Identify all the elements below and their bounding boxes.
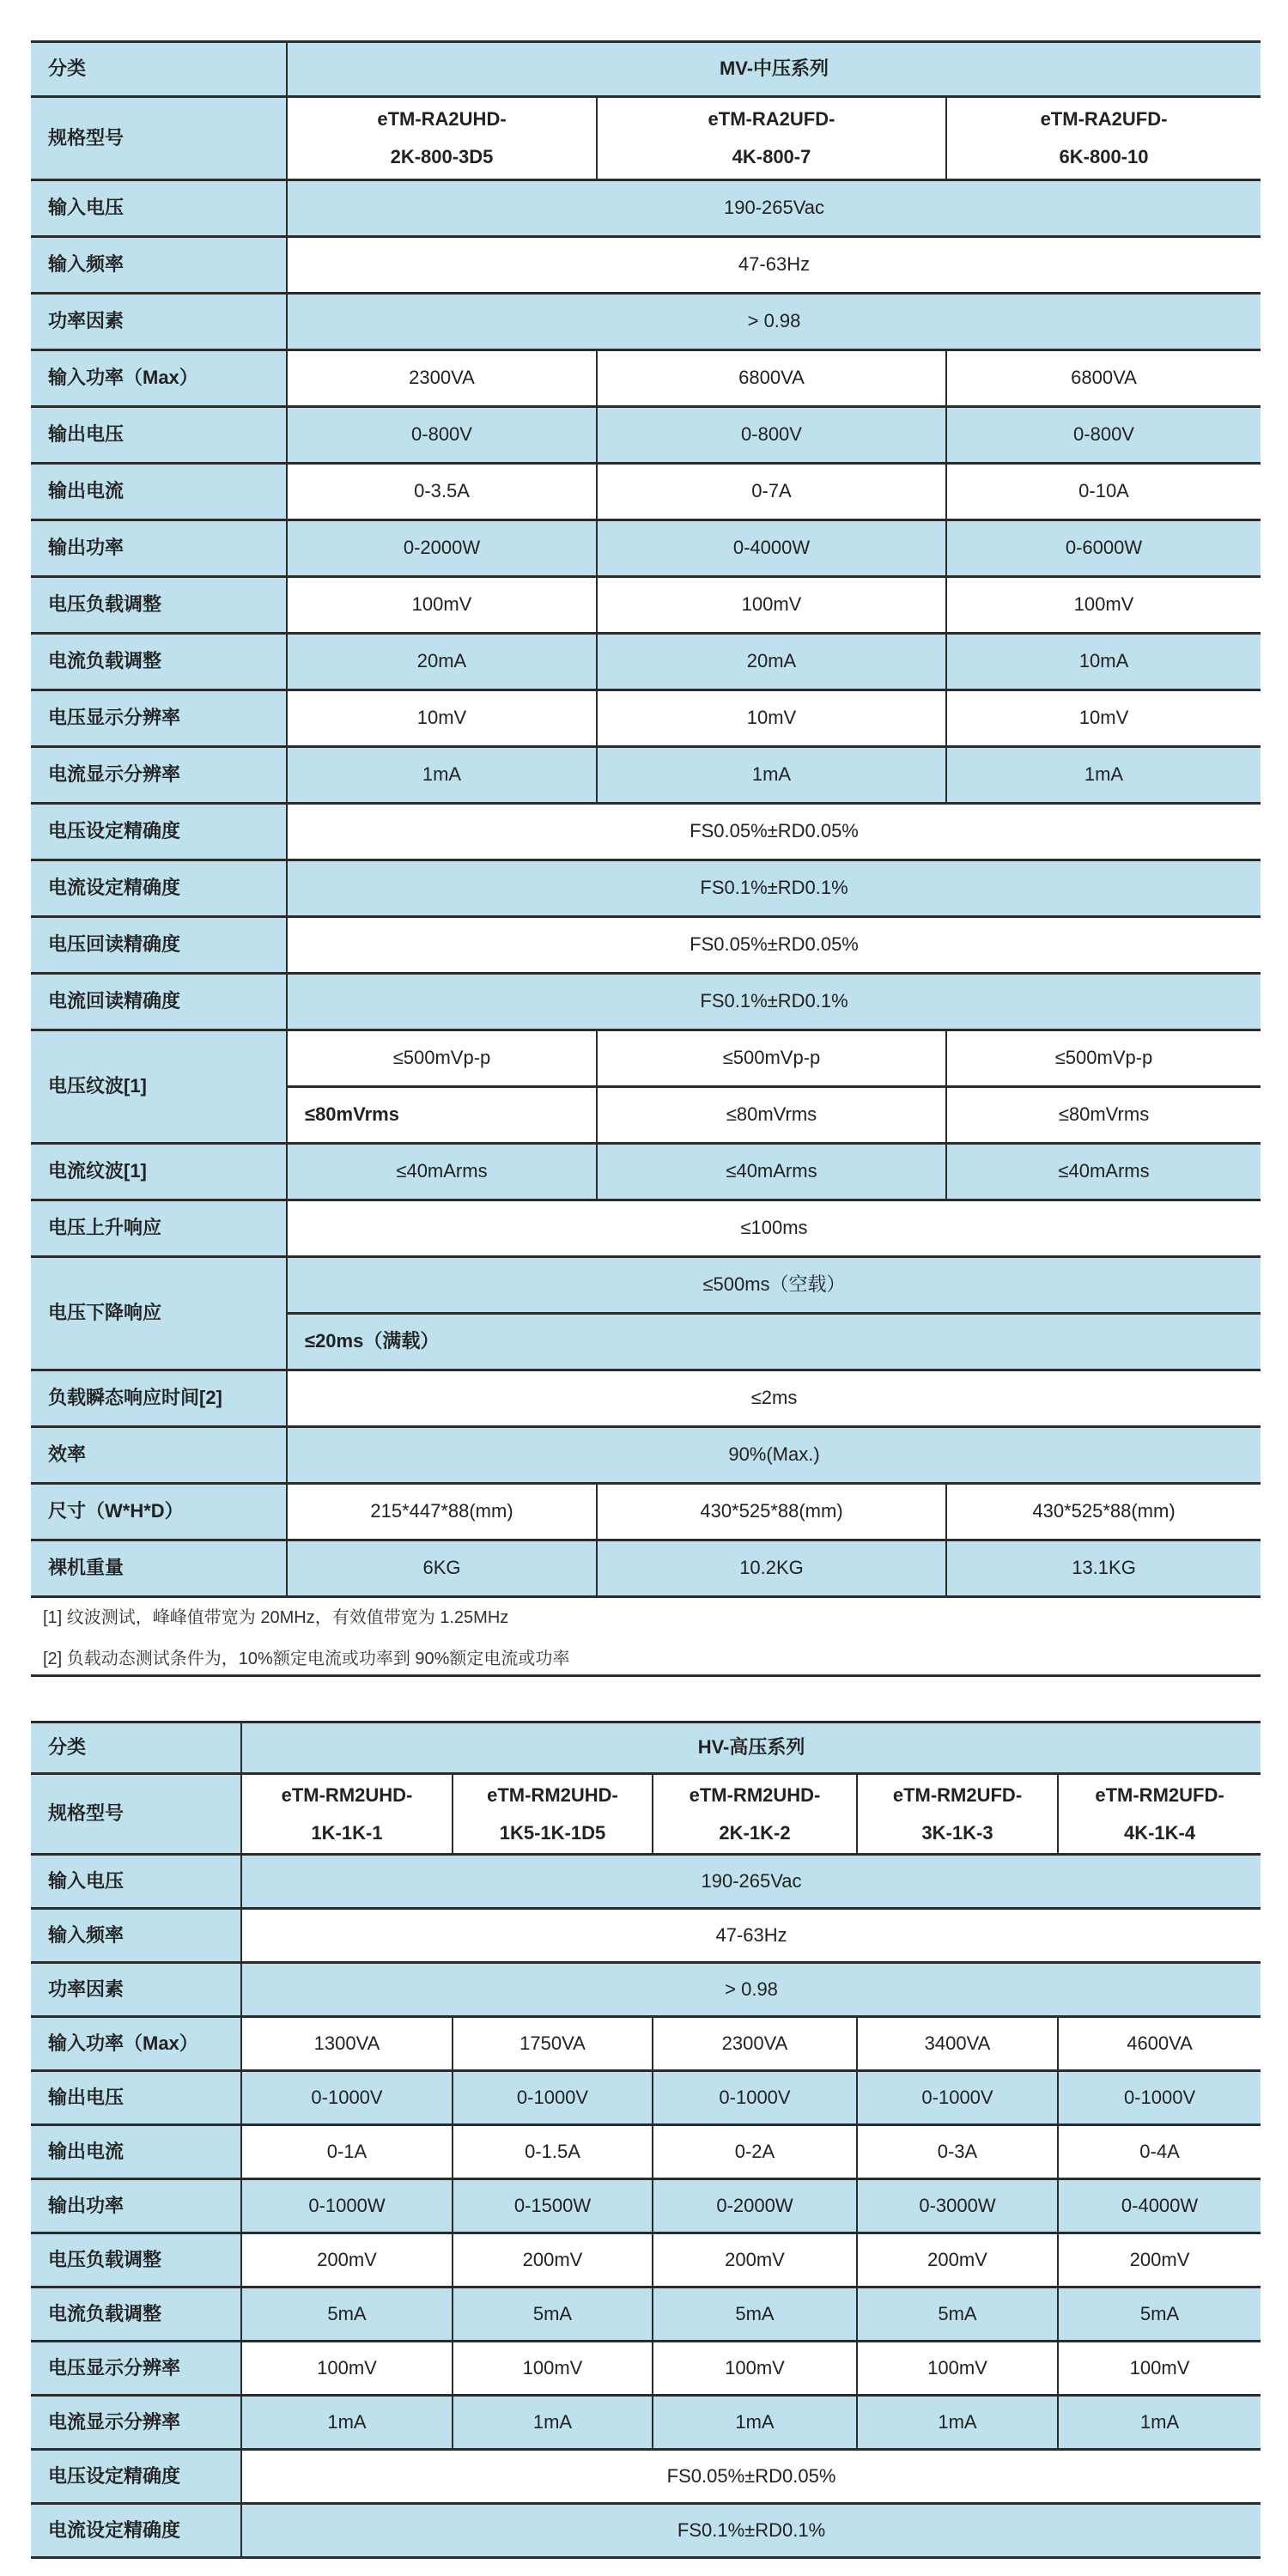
cell: 5mA (857, 2287, 1058, 2342)
cell: 10mV (946, 690, 1261, 747)
mv-footnotes (43, 1597, 1245, 1680)
mv-row-input-voltage (31, 180, 1261, 237)
cell: 1mA (453, 2396, 653, 2450)
row-label: 电压上升响应 (31, 1200, 287, 1257)
hv-model-2: eTM-RM2UHD- 1K5-1K-1D5 (453, 1774, 653, 1855)
cell: 10mV (597, 690, 946, 747)
footnote-1: [1] 纹波测试，峰峰值带宽为 20MHz，有效值带宽为 1.25MHz (43, 1608, 509, 1627)
row-label: 输出电压 (31, 407, 287, 464)
cell: 430*525*88(mm) (597, 1484, 946, 1540)
mv-row-pf (31, 294, 1261, 350)
cell: ≤40mArms (597, 1144, 946, 1200)
hv-spec-table (31, 1721, 1261, 2559)
hv-row-v-load-reg (31, 2233, 1261, 2287)
cell: 5mA (1058, 2287, 1261, 2342)
cell: 100mV (946, 577, 1261, 634)
row-label: 电流负载调整 (31, 634, 287, 690)
cell: 100mV (653, 2342, 857, 2396)
cell: 6800VA (946, 350, 1261, 407)
row-label: 输出功率 (31, 2179, 241, 2233)
cell: 5mA (241, 2287, 453, 2342)
mv-row-i-read-acc (31, 974, 1261, 1030)
row-label: 电压回读精确度 (31, 917, 287, 974)
cell: 0-3A (857, 2125, 1058, 2179)
hv-row-i-disp-res (31, 2396, 1261, 2450)
cell: 0-1500W (453, 2179, 653, 2233)
row-value: FS0.05%±RD0.05% (287, 804, 1261, 860)
cell: 0-1000V (453, 2071, 653, 2125)
row-label: 电流显示分辨率 (31, 2396, 241, 2450)
mv-model-3: eTM-RA2UFD- 6K-800-10 (946, 97, 1261, 180)
row-label: 电流设定精确度 (31, 2504, 241, 2558)
cell: 2300VA (287, 350, 597, 407)
hv-row-out-voltage (31, 2071, 1261, 2125)
mv-row-v-read-acc (31, 917, 1261, 974)
hv-category-row (31, 1722, 1261, 1774)
mv-row-transient (31, 1370, 1261, 1427)
cell: 430*525*88(mm) (946, 1484, 1261, 1540)
mv-row-v-disp-res (31, 690, 1261, 747)
cell: 6KG (287, 1540, 597, 1597)
mv-row-v-fall-noload (31, 1257, 1261, 1314)
hv-row-v-set-acc (31, 2450, 1261, 2504)
cell: 20mA (597, 634, 946, 690)
cell: 0-2000W (287, 520, 597, 577)
hv-row-i-set-acc (31, 2504, 1261, 2558)
cell: 0-1A (241, 2125, 453, 2179)
mv-row-i-disp-res (31, 747, 1261, 804)
cell: 0-1000V (1058, 2071, 1261, 2125)
row-value: 190-265Vac (287, 180, 1261, 237)
cell: 1mA (653, 2396, 857, 2450)
cell: 0-1000V (653, 2071, 857, 2125)
row-label: 输入功率（Max） (31, 2017, 241, 2071)
hv-model-label: 规格型号 (31, 1774, 241, 1855)
mv-row-out-voltage (31, 407, 1261, 464)
row-label: 电压设定精确度 (31, 2450, 241, 2504)
cell: 200mV (241, 2233, 453, 2287)
row-label: 电流负载调整 (31, 2287, 241, 2342)
cell: 1300VA (241, 2017, 453, 2071)
cell: 6800VA (597, 350, 946, 407)
cell: ≤500mVp-p (287, 1030, 597, 1087)
row-value: 90%(Max.) (287, 1427, 1261, 1484)
row-label: 输入功率（Max） (31, 350, 287, 407)
cell: 0-3.5A (287, 464, 597, 520)
cell: 0-800V (946, 407, 1261, 464)
cell: 100mV (287, 577, 597, 634)
row-label: 功率因素 (31, 1963, 241, 2017)
row-value: FS0.05%±RD0.05% (241, 2450, 1261, 2504)
hv-model-4: eTM-RM2UFD- 3K-1K-3 (857, 1774, 1058, 1855)
mv-model-row (31, 97, 1261, 180)
row-label: 电流显示分辨率 (31, 747, 287, 804)
row-label: 电压显示分辨率 (31, 2342, 241, 2396)
cell: ≤500mVp-p (946, 1030, 1261, 1087)
row-value: 47-63Hz (241, 1909, 1261, 1963)
cell: 0-800V (597, 407, 946, 464)
row-label: 输入频率 (31, 1909, 241, 1963)
mv-row-v-ripple-pp (31, 1030, 1261, 1087)
row-value: FS0.1%±RD0.1% (287, 860, 1261, 917)
row-label: 输出功率 (31, 520, 287, 577)
cell: 2300VA (653, 2017, 857, 2071)
cell: 10.2KG (597, 1540, 946, 1597)
cell: ≤40mArms (946, 1144, 1261, 1200)
hv-series-title: HV-高压系列 (241, 1722, 1261, 1774)
cell: 1mA (597, 747, 946, 804)
row-label: 电流回读精确度 (31, 974, 287, 1030)
row-label: 电压纹波[1] (31, 1030, 287, 1144)
cell: 0-10A (946, 464, 1261, 520)
cell: 200mV (857, 2233, 1058, 2287)
cell: 200mV (653, 2233, 857, 2287)
footnote-2: [2] 负载动态测试条件为，10%额定电流或功率到 90%额定电流或功率 (43, 1649, 570, 1668)
cell: 100mV (1058, 2342, 1261, 2396)
cell: 3400VA (857, 2017, 1058, 2071)
row-label: 输入电压 (31, 180, 287, 237)
hv-row-input-power (31, 2017, 1261, 2071)
row-label: 电压负载调整 (31, 2233, 241, 2287)
hv-model-1: eTM-RM2UHD- 1K-1K-1 (241, 1774, 453, 1855)
row-label: 输入电压 (31, 1855, 241, 1909)
mv-row-efficiency (31, 1427, 1261, 1484)
cell: ≤80mVrms (287, 1087, 597, 1144)
hv-row-pf (31, 1963, 1261, 2017)
row-value: ≤500ms（空载） (287, 1257, 1261, 1314)
cell: 100mV (241, 2342, 453, 2396)
row-value: FS0.1%±RD0.1% (287, 974, 1261, 1030)
row-label: 输出电压 (31, 2071, 241, 2125)
hv-category-label: 分类 (31, 1722, 241, 1774)
hv-model-5: eTM-RM2UFD- 4K-1K-4 (1058, 1774, 1261, 1855)
cell: 200mV (453, 2233, 653, 2287)
row-label: 电压设定精确度 (31, 804, 287, 860)
cell: 0-1000W (241, 2179, 453, 2233)
row-label: 电压负载调整 (31, 577, 287, 634)
cell: ≤80mVrms (597, 1087, 946, 1144)
cell: 200mV (1058, 2233, 1261, 2287)
cell: 0-1.5A (453, 2125, 653, 2179)
row-label: 电流纹波[1] (31, 1144, 287, 1200)
hv-row-v-disp-res (31, 2342, 1261, 2396)
cell: 100mV (857, 2342, 1058, 2396)
cell: 0-4A (1058, 2125, 1261, 2179)
row-label: 电压显示分辨率 (31, 690, 287, 747)
mv-row-v-rise (31, 1200, 1261, 1257)
hv-row-out-current (31, 2125, 1261, 2179)
mv-row-v-set-acc (31, 804, 1261, 860)
cell: 215*447*88(mm) (287, 1484, 597, 1540)
row-label: 电压下降响应 (31, 1257, 287, 1370)
mv-row-input-freq (31, 237, 1261, 294)
hv-row-i-load-reg (31, 2287, 1261, 2342)
cell: 5mA (453, 2287, 653, 2342)
mv-model-label: 规格型号 (31, 97, 287, 180)
cell: 0-3000W (857, 2179, 1058, 2233)
row-label: 尺寸（W*H*D） (31, 1484, 287, 1540)
cell: 0-4000W (597, 520, 946, 577)
row-value: 47-63Hz (287, 237, 1261, 294)
mv-row-i-load-reg (31, 634, 1261, 690)
row-label: 电流设定精确度 (31, 860, 287, 917)
cell: 13.1KG (946, 1540, 1261, 1597)
cell: 0-2000W (653, 2179, 857, 2233)
hv-row-input-freq (31, 1909, 1261, 1963)
row-value: > 0.98 (287, 294, 1261, 350)
cell: 1mA (241, 2396, 453, 2450)
mv-spec-table (31, 40, 1261, 1598)
cell: 5mA (653, 2287, 857, 2342)
cell: 1mA (946, 747, 1261, 804)
cell: 100mV (453, 2342, 653, 2396)
mv-row-i-ripple (31, 1144, 1261, 1200)
row-label: 输出电流 (31, 464, 287, 520)
mv-category-label: 分类 (31, 42, 287, 97)
cell: 0-7A (597, 464, 946, 520)
cell: 10mV (287, 690, 597, 747)
mv-row-out-current (31, 464, 1261, 520)
cell: 1mA (287, 747, 597, 804)
cell: 1750VA (453, 2017, 653, 2071)
row-value: 190-265Vac (241, 1855, 1261, 1909)
mv-row-out-power (31, 520, 1261, 577)
cell: 0-6000W (946, 520, 1261, 577)
mv-row-weight (31, 1540, 1261, 1597)
cell: 0-2A (653, 2125, 857, 2179)
mv-model-2: eTM-RA2UFD- 4K-800-7 (597, 97, 946, 180)
cell: ≤40mArms (287, 1144, 597, 1200)
cell: 0-1000V (241, 2071, 453, 2125)
cell: 0-4000W (1058, 2179, 1261, 2233)
row-label: 负载瞬态响应时间[2] (31, 1370, 287, 1427)
row-label: 输出电流 (31, 2125, 241, 2179)
hv-row-out-power (31, 2179, 1261, 2233)
cell: 10mA (946, 634, 1261, 690)
row-value: FS0.05%±RD0.05% (287, 917, 1261, 974)
row-label: 裸机重量 (31, 1540, 287, 1597)
cell: 20mA (287, 634, 597, 690)
cell: 100mV (597, 577, 946, 634)
mv-row-size (31, 1484, 1261, 1540)
cell: 0-800V (287, 407, 597, 464)
hv-model-3: eTM-RM2UHD- 2K-1K-2 (653, 1774, 857, 1855)
cell: 1mA (1058, 2396, 1261, 2450)
row-value: ≤20ms（满载） (287, 1314, 1261, 1370)
row-value: FS0.1%±RD0.1% (241, 2504, 1261, 2558)
mv-row-input-power (31, 350, 1261, 407)
row-label: 输入频率 (31, 237, 287, 294)
cell: ≤500mVp-p (597, 1030, 946, 1087)
cell: 0-1000V (857, 2071, 1058, 2125)
hv-model-row (31, 1774, 1261, 1855)
row-label: 效率 (31, 1427, 287, 1484)
row-label: 功率因素 (31, 294, 287, 350)
mv-model-1: eTM-RA2UHD- 2K-800-3D5 (287, 97, 597, 180)
row-value: > 0.98 (241, 1963, 1261, 2017)
cell: ≤80mVrms (946, 1087, 1261, 1144)
mv-category-row (31, 42, 1261, 97)
cell: 4600VA (1058, 2017, 1261, 2071)
hv-row-input-voltage (31, 1855, 1261, 1909)
row-value: ≤2ms (287, 1370, 1261, 1427)
mv-row-v-load-reg (31, 577, 1261, 634)
mv-series-title: MV-中压系列 (287, 42, 1261, 97)
row-value: ≤100ms (287, 1200, 1261, 1257)
cell: 1mA (857, 2396, 1058, 2450)
section-divider (31, 1674, 1261, 1677)
mv-row-i-set-acc (31, 860, 1261, 917)
